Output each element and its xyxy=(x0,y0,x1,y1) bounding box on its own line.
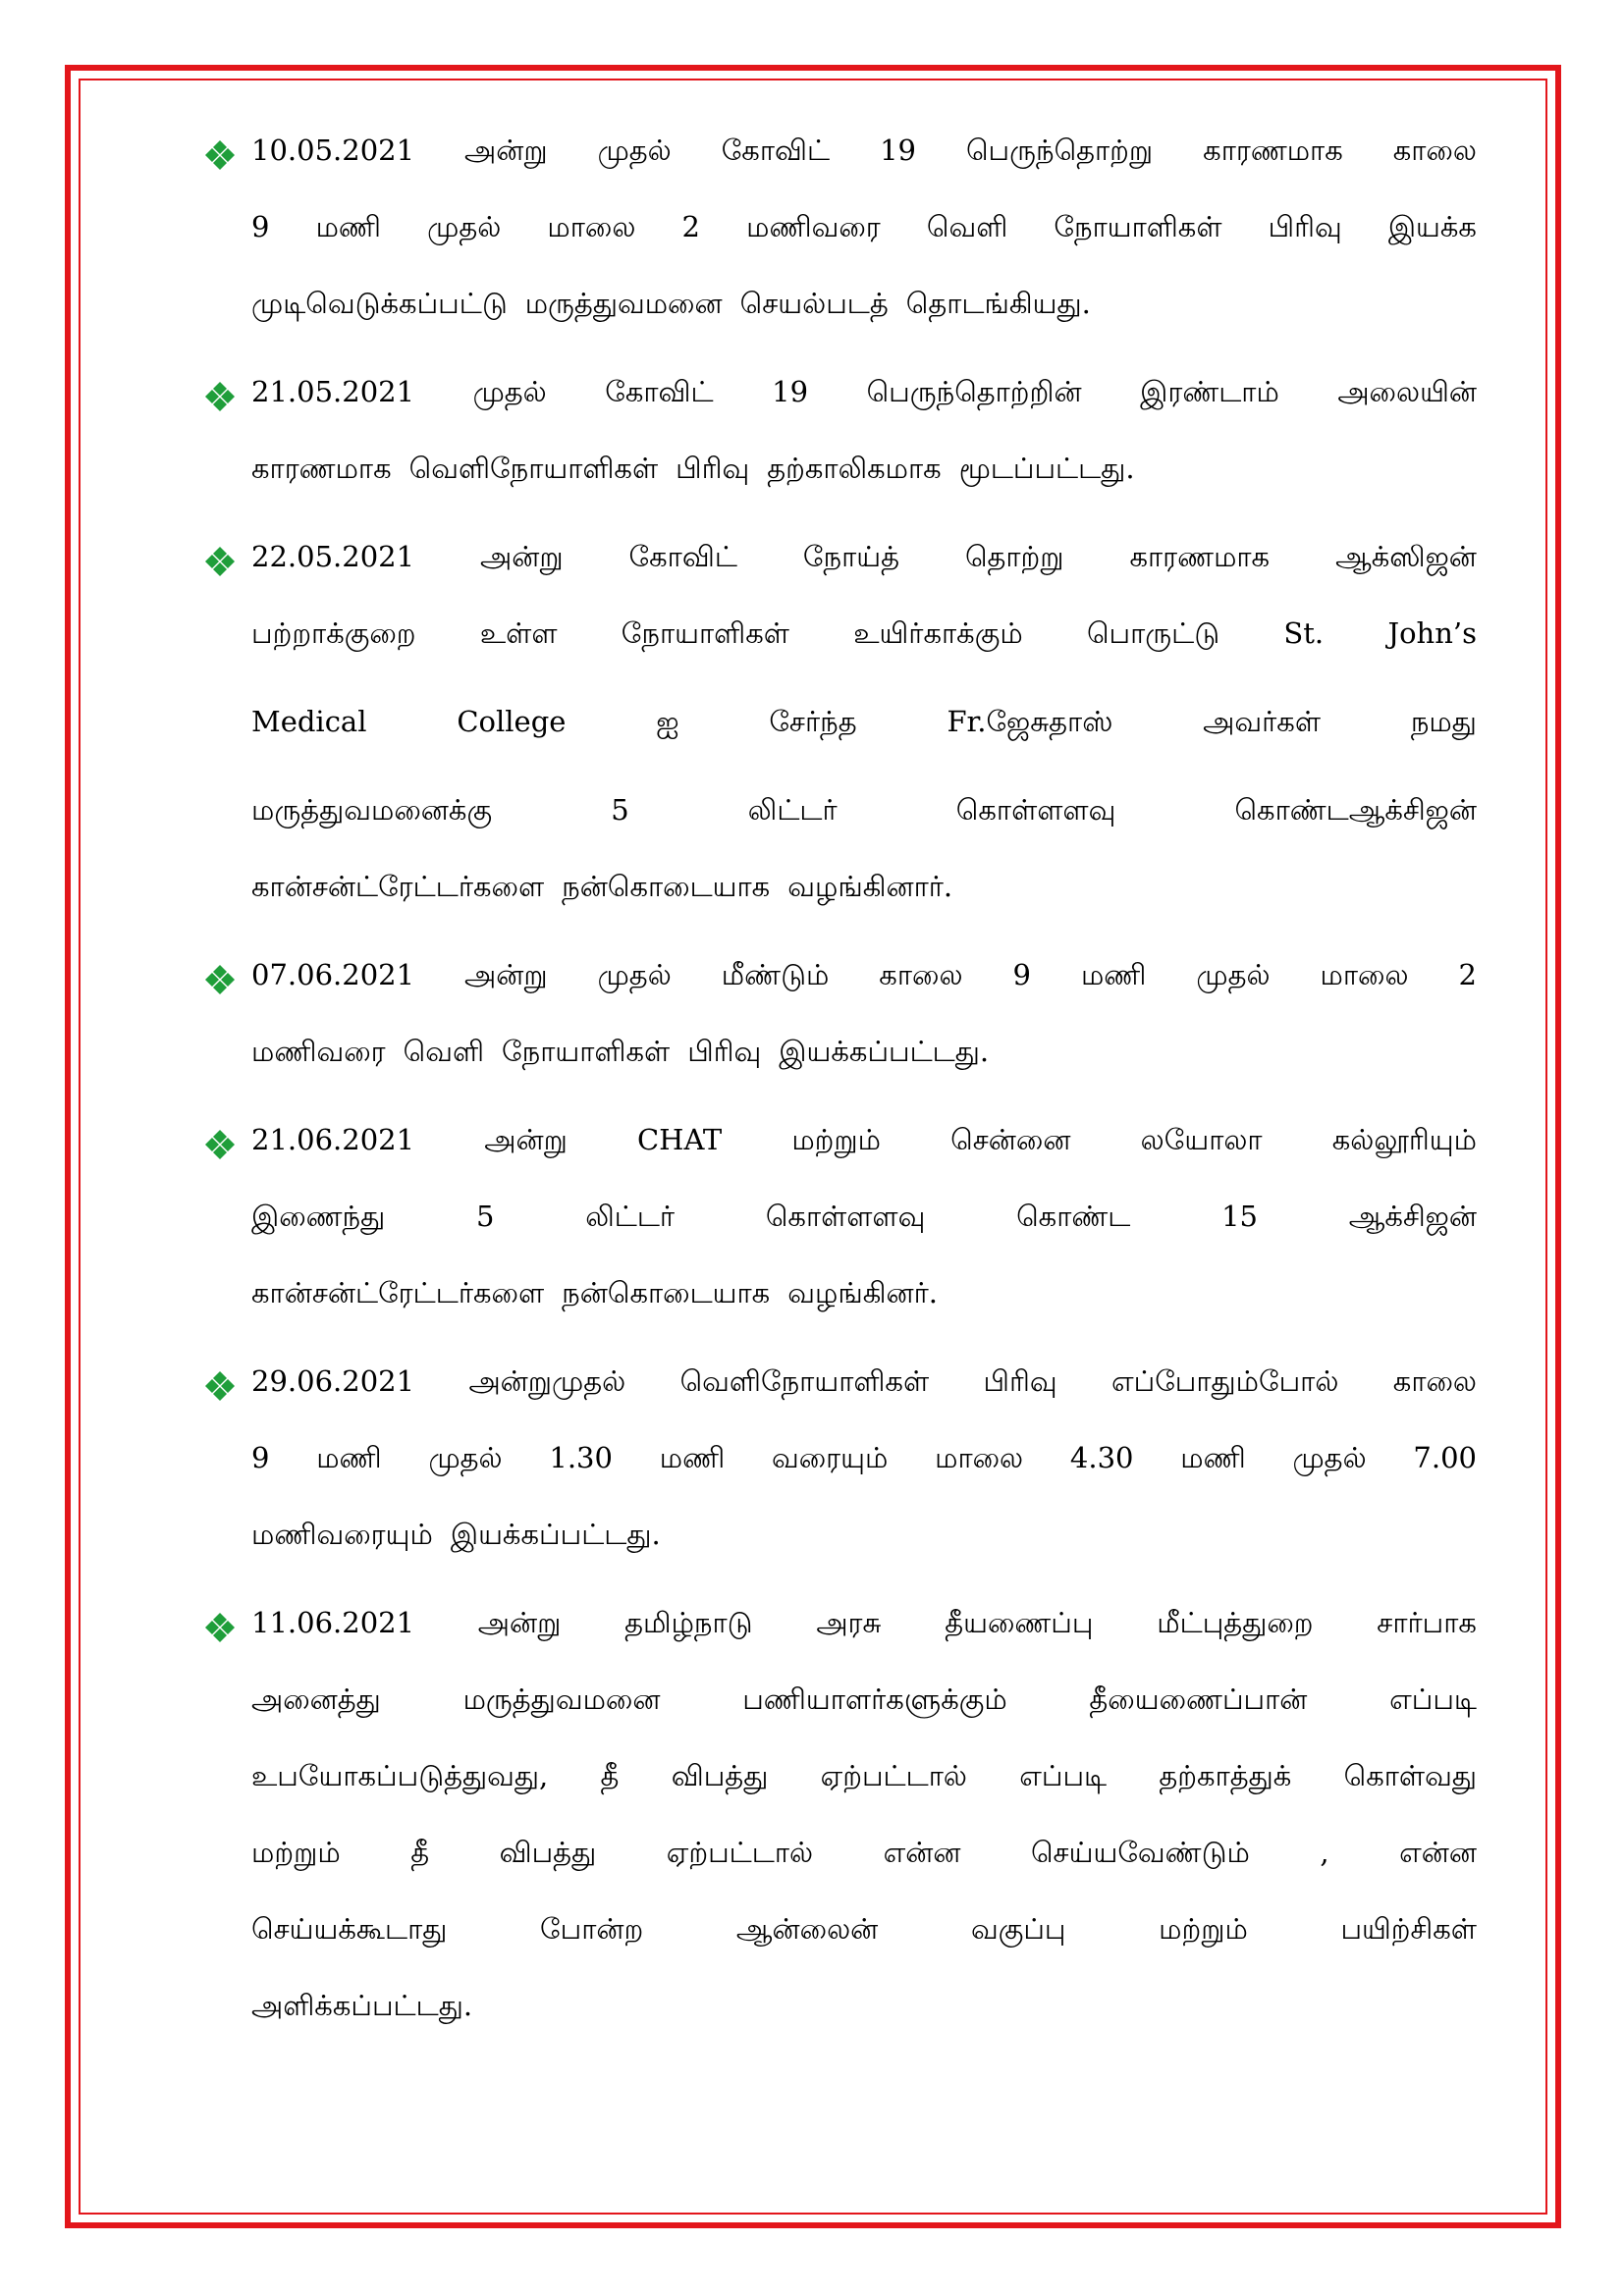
word: 22.05.2021 xyxy=(251,540,415,573)
text-line xyxy=(251,1682,1477,1759)
word: சென்னை xyxy=(950,1123,1071,1156)
word: பிரிவு xyxy=(1268,210,1342,243)
word: 5 xyxy=(611,793,629,827)
text-line xyxy=(251,870,1477,946)
bullet-item xyxy=(204,1123,1477,1353)
word: வெளி xyxy=(926,210,1008,243)
word: 10.05.2021 xyxy=(251,133,415,167)
text-line xyxy=(251,133,1477,210)
word: ஆக்ஸிஜன் xyxy=(1335,540,1477,573)
word: நோய்த் xyxy=(802,540,899,573)
word: காலை xyxy=(879,958,963,991)
bullet-item xyxy=(204,133,1477,363)
word: அன்றுமுதல் xyxy=(468,1364,626,1398)
word: முதல் xyxy=(472,375,547,408)
word: 11.06.2021 xyxy=(251,1606,415,1639)
word: 9 xyxy=(251,210,270,243)
word: St. xyxy=(1283,616,1325,650)
word: போன்ற xyxy=(540,1912,644,1946)
word: முதல் xyxy=(1292,1441,1367,1474)
four-diamond-bullet-icon xyxy=(204,139,236,171)
word: தொடங்கியது. xyxy=(905,287,1091,320)
word: சேர்ந்த xyxy=(769,705,857,738)
word: வழங்கினர். xyxy=(787,1276,938,1309)
word: மற்றும் xyxy=(251,1836,341,1869)
text-line xyxy=(251,616,1477,705)
word: நமது xyxy=(1410,705,1477,738)
word: கோவிட் xyxy=(721,133,831,167)
bullet-item xyxy=(204,958,1477,1111)
word: வெளி xyxy=(403,1035,485,1068)
word: ஏற்பட்டால் xyxy=(820,1759,967,1792)
word: விபத்து xyxy=(671,1759,769,1792)
word: 19 xyxy=(772,375,809,408)
word: என்ன xyxy=(1399,1836,1477,1869)
word: மற்றும் xyxy=(791,1123,881,1156)
four-diamond-bullet-icon xyxy=(204,381,236,412)
bullet-item xyxy=(204,1364,1477,1594)
word: காரணமாக xyxy=(1203,133,1343,167)
text-line xyxy=(251,375,1477,452)
word: தீ xyxy=(410,1836,430,1869)
text-line xyxy=(251,793,1477,870)
word: College xyxy=(457,705,567,738)
word: மூடப்பட்டது. xyxy=(958,452,1135,485)
word: எப்படி xyxy=(1019,1759,1108,1792)
word: அன்று xyxy=(484,1123,568,1156)
word: 21.05.2021 xyxy=(251,375,415,408)
word: 7.00 xyxy=(1413,1441,1477,1474)
text-line xyxy=(251,958,1477,1035)
word: உள்ள xyxy=(479,616,558,650)
word: நன்கொடையாக xyxy=(562,1276,771,1309)
word: எப்போதும்போல் xyxy=(1110,1364,1339,1398)
text-line xyxy=(251,1123,1477,1200)
word: கொள்வது xyxy=(1343,1759,1477,1792)
word: செய்யவேண்டும் xyxy=(1030,1836,1250,1869)
word: முடிவெடுக்கப்பட்டு xyxy=(251,287,508,320)
word: தீ xyxy=(600,1759,620,1792)
text-line xyxy=(251,210,1477,287)
bullet-item xyxy=(204,375,1477,528)
word: மணி xyxy=(659,1441,726,1474)
word: மீட்புத்துறை xyxy=(1157,1606,1314,1639)
word: CHAT xyxy=(636,1123,723,1156)
four-diamond-bullet-icon xyxy=(204,1129,236,1160)
word: மற்றும் xyxy=(1159,1912,1248,1946)
word: விபத்து xyxy=(499,1836,597,1869)
word: ஏற்பட்டால் xyxy=(666,1836,814,1869)
word: முதல் xyxy=(1196,958,1271,991)
word: லிட்டர் xyxy=(747,793,838,827)
word: தற்காத்துக் xyxy=(1159,1759,1292,1792)
word: 2 xyxy=(1458,958,1477,991)
word: வரையும் xyxy=(771,1441,889,1474)
word: மணி xyxy=(315,210,382,243)
word: லயோலா xyxy=(1140,1123,1263,1156)
word: பற்றாக்குறை xyxy=(251,616,416,650)
word: இணைந்து xyxy=(251,1200,386,1233)
word: நோயாளிகள் xyxy=(502,1035,671,1068)
word: 29.06.2021 xyxy=(251,1364,415,1398)
word: 9 xyxy=(1012,958,1031,991)
word: மணி xyxy=(316,1441,382,1474)
word: ஐ xyxy=(656,705,679,738)
word: நோயாளிகள் xyxy=(1054,210,1222,243)
word: என்ன xyxy=(883,1836,961,1869)
word: கொண்டஆக்சிஜன் xyxy=(1234,793,1477,827)
word: கொண்ட xyxy=(1016,1200,1131,1233)
word: அன்று xyxy=(480,540,564,573)
word: ஆன்லைன் xyxy=(735,1912,879,1946)
word: இயக்கப்பட்டது. xyxy=(779,1035,990,1068)
text-line xyxy=(251,1441,1477,1518)
text-line xyxy=(251,1606,1477,1682)
word: 2 xyxy=(681,210,700,243)
word: மாலை xyxy=(547,210,636,243)
word: சார்பாக xyxy=(1377,1606,1477,1639)
word: , xyxy=(1320,1836,1329,1869)
text-line xyxy=(251,1035,1477,1111)
document-body xyxy=(204,133,1477,2077)
word: இரண்டாம் xyxy=(1140,375,1279,408)
word: கோவிட் xyxy=(605,375,714,408)
word: அன்று xyxy=(477,1606,562,1639)
word: இயக்க xyxy=(1387,210,1477,243)
word: பயிற்சிகள் xyxy=(1340,1912,1477,1946)
word: மருத்துவமனை xyxy=(462,1682,661,1716)
text-line xyxy=(251,1836,1477,1912)
word: தீயைணைப்பான் xyxy=(1089,1682,1308,1716)
bullet-item xyxy=(204,1606,1477,2065)
word: தற்காலிகமாக xyxy=(767,452,942,485)
word: முதல் xyxy=(597,133,672,167)
text-line xyxy=(251,1912,1477,1989)
word: பொருட்டு xyxy=(1086,616,1220,650)
word: அனைத்து xyxy=(251,1682,381,1716)
text-line xyxy=(251,1989,1477,2065)
word: மருத்துவமனை xyxy=(524,287,723,320)
word: 07.06.2021 xyxy=(251,958,415,991)
text-line xyxy=(251,540,1477,616)
text-line xyxy=(251,287,1477,363)
word: காரணமாக xyxy=(1129,540,1271,573)
word: உயிர்காக்கும் xyxy=(853,616,1023,650)
text-line xyxy=(251,1200,1477,1276)
word: மணி xyxy=(1080,958,1147,991)
word: மருத்துவமனைக்கு xyxy=(251,793,493,827)
word: பிரிவு xyxy=(687,1035,762,1068)
word: பெருந்தொற்றின் xyxy=(866,375,1082,408)
word: ஆக்சிஜன் xyxy=(1348,1200,1477,1233)
word: பிரிவு xyxy=(983,1364,1057,1398)
word: கொள்ளளவு xyxy=(955,793,1116,827)
word: மாலை xyxy=(935,1441,1024,1474)
text-line xyxy=(251,1364,1477,1441)
four-diamond-bullet-icon xyxy=(204,964,236,995)
word: மணிவரை xyxy=(746,210,881,243)
word: அன்று xyxy=(464,133,548,167)
word: அளிக்கப்பட்டது. xyxy=(251,1989,473,2022)
word: பெருந்தொற்று xyxy=(965,133,1154,167)
word: செயல்படத் xyxy=(739,287,889,320)
word: 9 xyxy=(251,1441,270,1474)
word: மணிவரையும் xyxy=(251,1518,433,1551)
text-line xyxy=(251,452,1477,528)
word: முதல் xyxy=(427,210,502,243)
word: வெளிநோயாளிகள் xyxy=(408,452,659,485)
word: அரசு xyxy=(816,1606,882,1639)
word: பிரிவு xyxy=(676,452,750,485)
word: 5 xyxy=(476,1200,495,1233)
text-line xyxy=(251,1518,1477,1594)
bullet-item xyxy=(204,540,1477,946)
word: 19 xyxy=(880,133,916,167)
word: அலையின் xyxy=(1337,375,1477,408)
text-line xyxy=(251,1759,1477,1836)
four-diamond-bullet-icon xyxy=(204,546,236,577)
word: முதல் xyxy=(428,1441,503,1474)
word: மீண்டும் xyxy=(721,958,830,991)
text-line xyxy=(251,705,1477,793)
word: 21.06.2021 xyxy=(251,1123,415,1156)
word: அன்று xyxy=(464,958,548,991)
word: Fr.ஜேசுதாஸ் xyxy=(947,705,1113,738)
four-diamond-bullet-icon xyxy=(204,1612,236,1643)
word: கொள்ளளவு xyxy=(765,1200,926,1233)
word: இயக்கப்பட்டது. xyxy=(450,1518,661,1551)
word: காலை xyxy=(1392,1364,1477,1398)
word: 4.30 xyxy=(1069,1441,1134,1474)
word: உபயோகப்படுத்துவது, xyxy=(251,1759,549,1792)
word: John’s xyxy=(1387,616,1477,650)
word: மணி xyxy=(1180,1441,1246,1474)
word: கான்சன்ட்ரேட்டர்களை xyxy=(251,870,545,903)
word: கல்லூரியும் xyxy=(1331,1123,1477,1156)
word: தொற்று xyxy=(964,540,1064,573)
word: மணிவரை xyxy=(251,1035,386,1068)
word: வகுப்பு xyxy=(970,1912,1066,1946)
word: 1.30 xyxy=(549,1441,613,1474)
word: காரணமாக xyxy=(251,452,392,485)
word: அவர்கள் xyxy=(1203,705,1322,738)
word: செய்யக்கூடாது xyxy=(251,1912,448,1946)
word: Medical xyxy=(251,705,367,738)
word: கான்சன்ட்ரேட்டர்களை xyxy=(251,1276,545,1309)
word: எப்படி xyxy=(1389,1682,1477,1716)
word: தீயணைப்பு xyxy=(945,1606,1094,1639)
word: முதல் xyxy=(597,958,672,991)
word: பணியாளர்களுக்கும் xyxy=(742,1682,1007,1716)
word: கோவிட் xyxy=(628,540,737,573)
word: நன்கொடையாக xyxy=(562,870,771,903)
word: தமிழ்நாடு xyxy=(624,1606,753,1639)
four-diamond-bullet-icon xyxy=(204,1370,236,1402)
word: மாலை xyxy=(1320,958,1409,991)
word: நோயாளிகள் xyxy=(621,616,789,650)
text-line xyxy=(251,1276,1477,1353)
word: வெளிநோயாளிகள் xyxy=(679,1364,930,1398)
word: வழங்கினார். xyxy=(787,870,953,903)
word: 15 xyxy=(1221,1200,1258,1233)
word: லிட்டர் xyxy=(585,1200,676,1233)
word: காலை xyxy=(1392,133,1477,167)
